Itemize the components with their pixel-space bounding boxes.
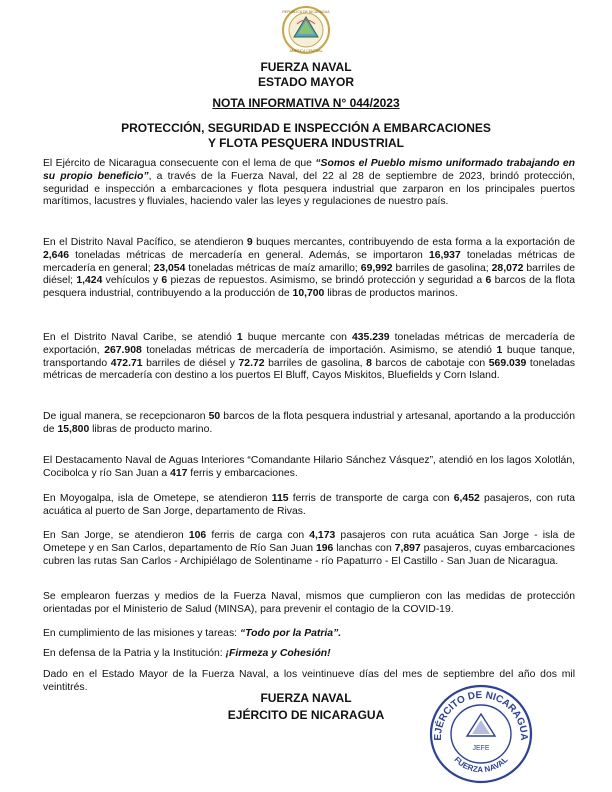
stamp-bottom-text: FUERZA NAVAL <box>452 755 510 775</box>
title-line-2: Y FLOTA PESQUERA INDUSTRIAL <box>207 136 404 150</box>
stamp-center-text: JEFE <box>472 745 490 752</box>
paragraph-moyogalpa: En Moyogalpa, isla de Ometepe, se atendieron 115 ferris de transporte de carga con 6,452 pasajeros, con ruta acuática al puerto de San Jorge, departamento de Rivas. <box>43 493 575 517</box>
document-title <box>0 121 612 151</box>
paragraph-health-measures: Se emplearon fuerzas y medios de la Fuerza Naval, mismos que cumplieron con las medidas de protección orientadas por el Ministerio de Salud (MINSA), para prevenir el contagio de la COVID-19. <box>43 591 575 615</box>
official-stamp-icon <box>427 682 535 786</box>
paragraph-fishing-fleet: De igual manera, se recepcionaron 50 barcos de la flota pesquera industrial y artesanal, aportando a la producción de 15,800 libras de producto marino. <box>43 411 575 435</box>
paragraph-intro: El Ejército de Nicaragua consecuente con el lema de que “Somos el Pueblo mismo uniformado trabajando en su propio beneficio”, a través de la Fuerza Naval, del 22 al 28 de septiembre de 2023, brindó protección, seguridad e inspección a embarcaciones y flota pesquera industrial que zarparon en los principales puertos marítimos, lacustres y fluviales, haciendo valer las leyes y regulaciones de nuestro país. <box>43 158 575 208</box>
crest-bottom-text: AMERICA CENTRAL <box>289 49 323 53</box>
crest-top-text: REPUBLICA DE NICARAGUA <box>282 10 330 14</box>
paragraph-pacific: En el Distrito Naval Pacífico, se atendieron 9 buques mercantes, contribuyendo de esta forma a la exportación de 2,646 toneladas métricas de mercadería en general. Además, se importaron 16,937 toneladas métricas de mercadería en general; 23,054 toneladas métricas de maíz amarillo; 69,992 barriles de gasolina; 28,072 barriles de diésel; 1,424 vehículos y 6 piezas de repuestos. Asimismo, se brindó protección y seguridad a 6 barcos de la flota pesquera industrial, contribuyendo a la producción de 10,700 libras de productos marinos. <box>43 237 576 300</box>
org-heading: FUERZA NAVAL <box>260 60 352 74</box>
paragraph-san-jorge: En San Jorge, se atendieron 106 ferris de carga con 4,173 pasajeros con ruta acuática San Jorge - isla de Ometepe y en San Carlos, departamento de Río San Juan 196 lanchas con 7,897 pasajeros, cuyas embarcaciones cubren las rutas San Carlos - Archipiélago de Solentiname - río Papaturro - El Castillo - San Juan de Nicaragua. <box>43 530 576 567</box>
signature-line-2: EJÉRCITO DE NICARAGUA <box>227 708 385 722</box>
signature-line-1: FUERZA NAVAL <box>260 691 352 705</box>
title-line-1: PROTECCIÓN, SEGURIDAD E INSPECCIÓN A EMBARCACIONES <box>121 121 491 135</box>
paragraph-caribbean: En el Distrito Naval Caribe, se atendió 1 buque mercante con 435.239 toneladas métricas de mercadería de exportación, 267.908 toneladas métricas de mercadería de importación. Asimismo, se atendió 1 buque tanque, transportando 472.71 barriles de diésel y 72.72 barriles de gasolina, 8 barcos de cabotaje con 569.039 toneladas métricas de mercadería con destino a los puertos El Bluff, Cayos Miskitos, Bluefields y Corn Island. <box>43 332 575 382</box>
paragraph-closing-date: Dado en el Estado Mayor de la Fuerza Naval, a los veintinueve días del mes de septiembre del año dos mil veintitrés. <box>43 669 575 693</box>
unit-heading: ESTADO MAYOR <box>257 75 354 89</box>
stamp-ring-text: EJÉRCITO DE NICARAGUA <box>432 689 530 741</box>
nicaragua-coat-of-arms-icon <box>281 4 331 56</box>
paragraph-motto-defense: En defensa de la Patria y la Institución: ¡Firmeza y Cohesión! <box>43 648 331 659</box>
paragraph-inland-waters: El Destacamento Naval de Aguas Interiores “Comandante Hilario Sánchez Vásquez”, atendió en los lagos Xolotlán, Cocibolca y río San Juan a 417 ferris y embarcaciones. <box>43 455 575 479</box>
note-number: NOTA INFORMATIVA N° 044/2023 <box>212 96 400 110</box>
svg-text:FUERZA NAVAL <box>453 755 510 774</box>
paragraph-motto-mission: En cumplimiento de las misiones y tareas: “Todo por la Patria”. <box>43 628 342 639</box>
